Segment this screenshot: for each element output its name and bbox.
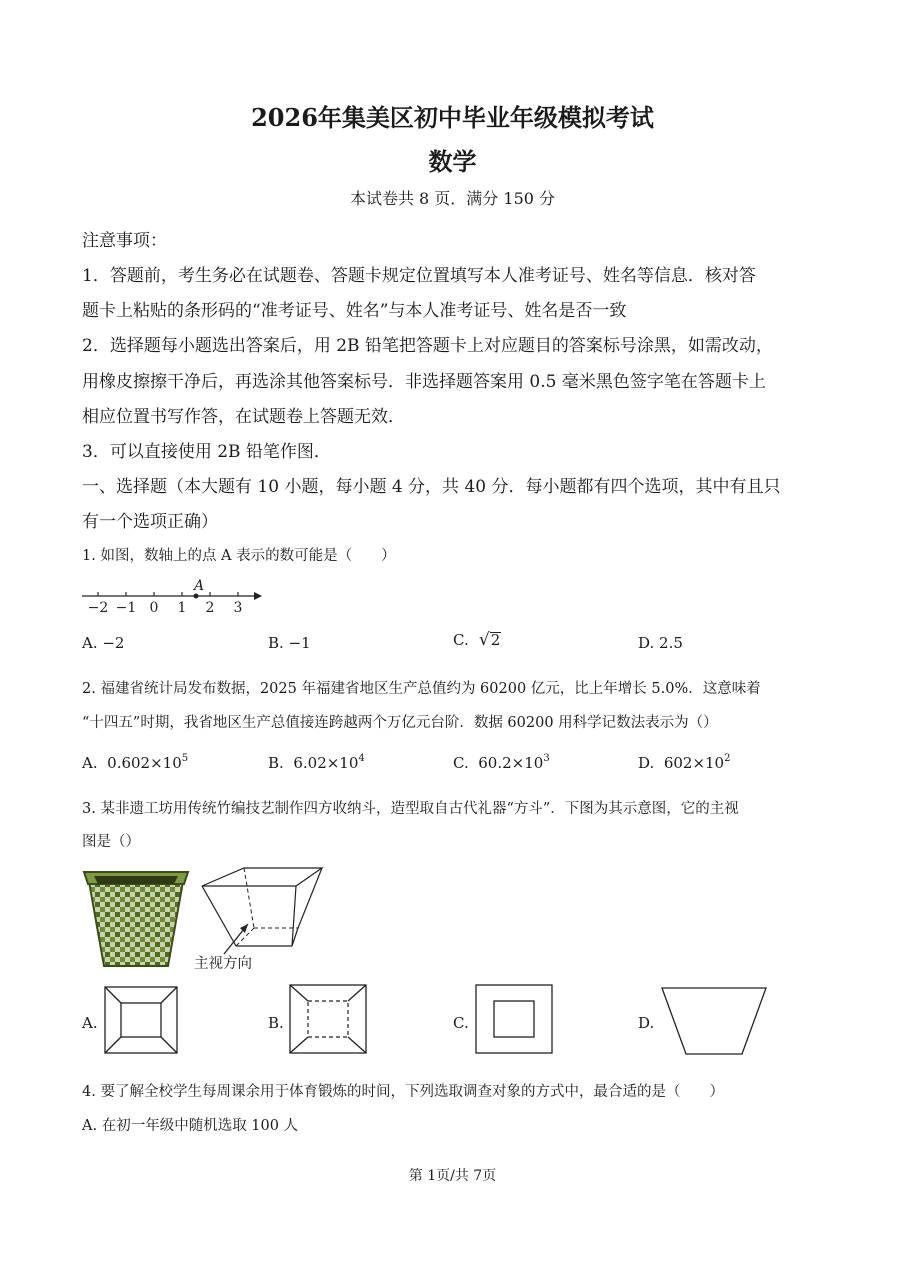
subject-title: 数学 <box>428 147 477 176</box>
question-3-line2: 图是（） <box>82 834 140 850</box>
q2-option-d-base: 602×10 <box>663 754 725 772</box>
section-heading-cont: 有一个选项正确） <box>82 512 218 532</box>
q2-option-a-label: A. <box>82 754 98 772</box>
number-line-tick-label: −1 <box>115 600 137 616</box>
q2-option-c <box>453 754 550 772</box>
section-heading: 一、选择题（本大题有 10 小题，每小题 4 分，共 40 分．每小题都有四个选项，其中有且只 <box>82 477 781 497</box>
q2-option-c-base: 60.2×10 <box>478 754 544 772</box>
q1-option-a: A. −2 <box>82 634 125 652</box>
point-a-label: A <box>193 578 205 594</box>
question-2-line1: 2. 福建省统计局发布数据，2025 年福建省地区生产总值约为 60200 亿元，比上年增长 5.0%．这意味着 <box>82 681 761 697</box>
question-4-stem: 4. 要了解全校学生每周课余用于体育锻炼的时间，下列选取调查对象的方式中，最合适的是（ ） <box>82 1084 724 1100</box>
number-line-tick-label: −2 <box>87 600 109 616</box>
q1-option-c: C. √2 <box>453 630 501 650</box>
q3-option-b-figure <box>289 984 369 1056</box>
q2-option-d-label: D. <box>638 754 655 772</box>
q2-option-b-exp: 4 <box>358 753 365 764</box>
exam-info: 本试卷共 8 页．满分 150 分 <box>349 189 556 208</box>
q3-option-d-figure <box>660 986 770 1058</box>
q2-option-b-label: B. <box>268 754 284 772</box>
number-line <box>80 576 280 616</box>
q2-option-b-base: 6.02×10 <box>293 754 359 772</box>
q3-option-c-label: C. <box>453 1014 469 1032</box>
q2-option-d-exp: 2 <box>724 753 731 764</box>
view-direction-label: 主视方向 <box>194 956 252 972</box>
bamboo-basket-image <box>80 862 192 974</box>
q1-option-b: B. −1 <box>268 634 311 652</box>
q3-option-b-label: B. <box>268 1014 284 1032</box>
notice-item-3: 3．可以直接使用 2B 铅笔作图． <box>82 442 331 462</box>
notice-item-2-cont2: 相应位置书写作答，在试题卷上答题无效． <box>82 407 405 427</box>
q2-option-d <box>638 754 730 772</box>
question-2-line2: “十四五”时期，我省地区生产总值接连跨越两个万亿元台阶．数据 60200 用科学记数法表示为（） <box>82 715 718 731</box>
q2-option-a <box>82 754 188 772</box>
number-line-tick-label: 3 <box>233 600 243 616</box>
notice-item-1-cont: 题卡上粘贴的条形码的“准考证号、姓名”与本人准考证号、姓名是否一致 <box>82 301 627 321</box>
q4-option-a: A. 在初一年级中随机选取 100 人 <box>82 1118 299 1134</box>
notice-item-2: 2．选择题每小题选出答案后，用 2B 铅笔把答题卡上对应题目的答案标号涂黑，如需改动， <box>82 336 773 356</box>
question-3-line1: 3. 某非遗工坊用传统竹编技艺制作四方收纳斗，造型取自古代礼器“方斗”．下图为其示意图，它的主视 <box>82 801 739 817</box>
q2-option-b <box>268 754 365 772</box>
point-a-marker <box>194 594 199 599</box>
number-line-arrow-icon <box>254 592 262 600</box>
q1-option-d: D. 2.5 <box>638 634 683 652</box>
q3-option-a-label: A. <box>82 1014 98 1032</box>
notice-item-1: 1．答题前，考生务必在试题卷、答题卡规定位置填写本人准考证号、姓名等信息．核对答 <box>82 266 756 286</box>
q3-option-d-label: D. <box>638 1014 655 1032</box>
q2-option-c-label: C. <box>453 754 469 772</box>
q3-option-a-figure <box>104 986 180 1056</box>
q1-option-c-label: C. <box>453 631 469 649</box>
number-line-tick-label: 2 <box>205 600 215 616</box>
q2-option-a-exp: 5 <box>181 753 189 764</box>
notice-item-2-cont: 用橡皮擦擦干净后，再选涂其他答案标号．非选择题答案用 0.5 毫米黑色签字笔在答题卡上 <box>82 372 766 392</box>
notice-heading: 注意事项： <box>82 231 167 251</box>
exam-title: 2026年集美区初中毕业年级模拟考试 <box>251 103 654 132</box>
q3-option-c-figure <box>475 984 555 1056</box>
number-line-tick-label: 0 <box>149 600 159 616</box>
q2-option-a-base: 0.602×10 <box>107 754 182 772</box>
q2-option-c-exp: 3 <box>543 753 550 764</box>
question-1-stem: 1. 如图，数轴上的点 A 表示的数可能是（ ） <box>82 548 396 564</box>
number-line-tick-label: 1 <box>177 600 187 616</box>
page-footer: 第 1页/共 7页 <box>408 1168 497 1184</box>
q1-option-c-radicand: 2 <box>490 631 501 649</box>
